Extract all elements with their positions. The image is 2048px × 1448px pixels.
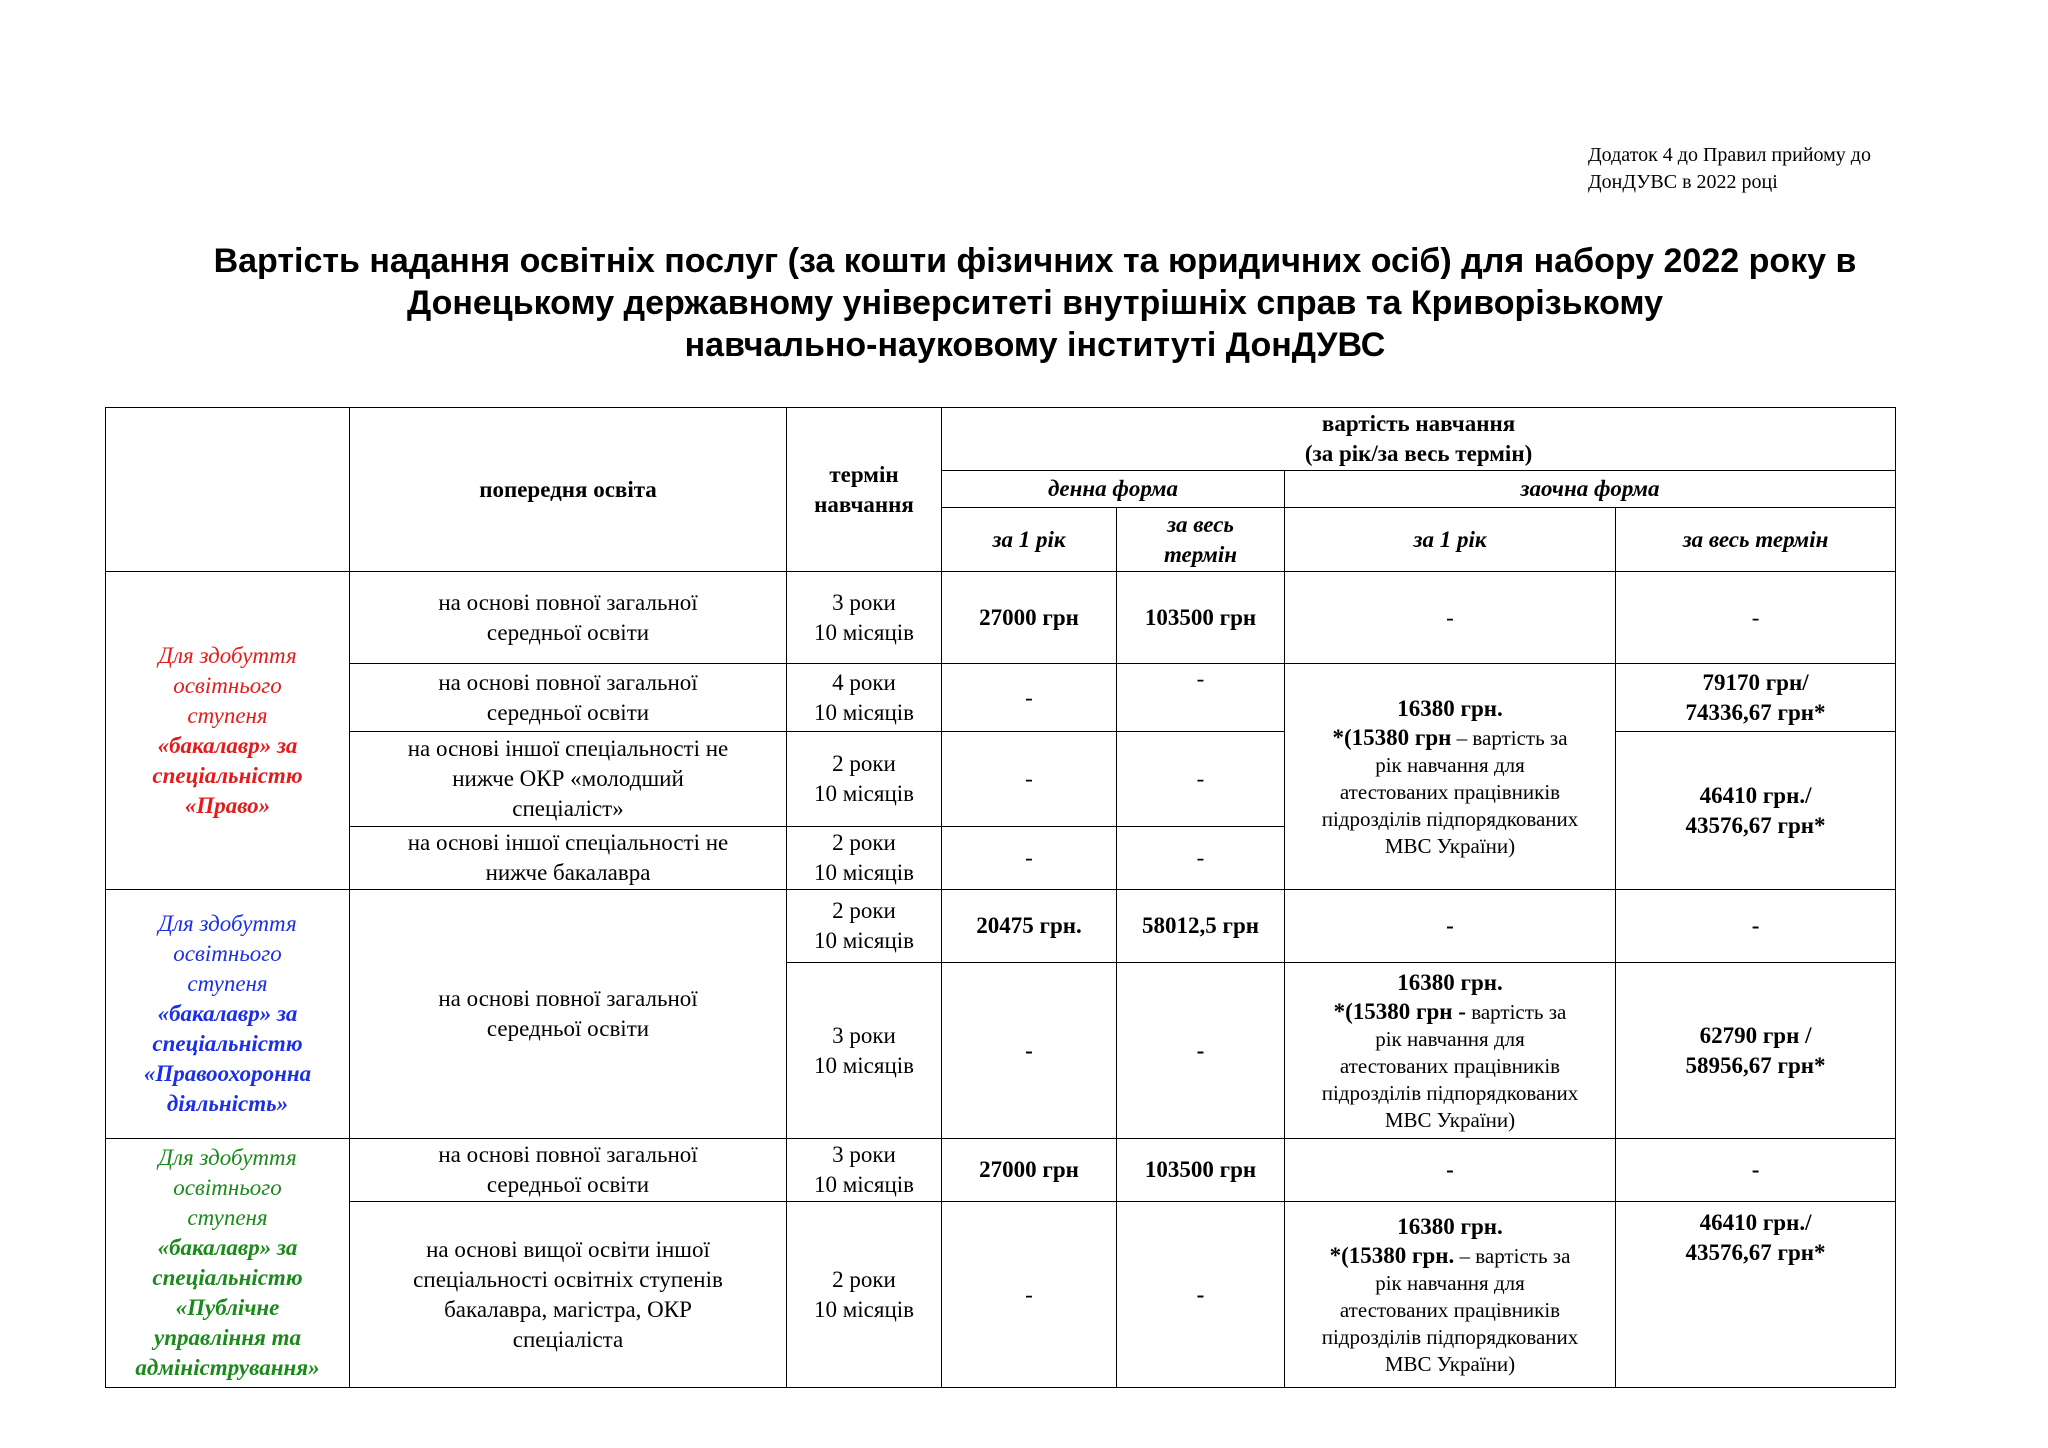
- day-total-cell: 103500 грн: [1117, 572, 1285, 664]
- group-label-line: ступеня: [187, 1205, 268, 1230]
- cell-line: на основі повної загальної: [438, 986, 698, 1011]
- header-term-line-2: навчання: [814, 491, 914, 517]
- table-row: [106, 664, 1896, 732]
- day-year-cell: -: [942, 664, 1117, 732]
- term-cell: [787, 1139, 942, 1202]
- document-title: [120, 240, 1950, 366]
- cell-line: 43576,67 грн*: [1685, 1240, 1826, 1265]
- group-label-line: «бакалавр» за: [157, 1001, 298, 1026]
- group-label-line: «Правоохоронна: [143, 1061, 312, 1086]
- ext-total-cell: [1616, 732, 1896, 890]
- cell-line: 10 місяців: [813, 699, 915, 725]
- prev-education-cell: [350, 890, 787, 1139]
- cell-line: бакалавра, магістра, ОКР: [444, 1296, 692, 1322]
- group-label-line: освітнього: [173, 672, 282, 698]
- cell-line: рік навчання для: [1375, 752, 1525, 777]
- cell-line: підрозділів підпорядкованих: [1321, 1080, 1579, 1105]
- group-label-line: спеціальністю: [152, 762, 303, 788]
- cell-fragment: вартість за: [1465, 999, 1567, 1024]
- day-total-cell: 103500 грн: [1117, 1139, 1285, 1202]
- prev-education-cell: [350, 664, 787, 732]
- ext-total-cell: [1616, 963, 1896, 1139]
- cell-line: нижче бакалавра: [485, 860, 651, 885]
- cell-line: 3 роки: [832, 1022, 896, 1048]
- day-year-cell: -: [942, 732, 1117, 827]
- cell-line: 10 місяців: [813, 928, 915, 953]
- cell-line: 10 місяців: [813, 781, 915, 806]
- day-year-cell: -: [942, 1202, 1117, 1388]
- ext-year-cell: -: [1285, 890, 1616, 963]
- cell-line: на основі іншої спеціальності не: [407, 736, 729, 761]
- header-empty-cell: [106, 408, 350, 572]
- cell-line: нижче ОКР «молодший: [452, 766, 684, 791]
- day-total-cell: 58012,5 грн: [1117, 890, 1285, 963]
- group-label-line: адміністрування»: [135, 1355, 320, 1380]
- group-label-line: Для здобуття: [158, 1145, 297, 1170]
- prev-education-cell: [350, 572, 787, 664]
- header-day-form: денна форма: [942, 471, 1285, 508]
- group-label-line: освітнього: [173, 1175, 282, 1200]
- group-public-admin-label: [106, 1139, 350, 1388]
- group-label-line: діяльність»: [166, 1091, 289, 1116]
- annex-line-1: Додаток 4 до Правил прийому до: [1588, 144, 1871, 166]
- ext-year-cell: -: [1285, 1139, 1616, 1202]
- group-label-line: спеціальністю: [152, 1031, 303, 1056]
- prev-education-cell: [350, 1202, 787, 1388]
- prev-education-cell: [350, 1139, 787, 1202]
- cell-line: на основі повної загальної: [438, 1142, 698, 1167]
- group-law-enforcement-label: [106, 890, 350, 1139]
- ext-total-cell: -: [1616, 572, 1896, 664]
- cell-line: атестованих працівників: [1339, 779, 1561, 804]
- cell-line: МВС України): [1384, 1351, 1516, 1376]
- day-total-cell: -: [1117, 732, 1285, 827]
- cell-line: середньої освіти: [486, 699, 650, 725]
- cell-line: рік навчання для: [1375, 1270, 1525, 1295]
- prev-education-cell: [350, 827, 787, 890]
- cell-line: підрозділів підпорядкованих: [1321, 1324, 1579, 1349]
- header-prev-education: попередня освіта: [350, 408, 787, 572]
- group-label-line: управління та: [154, 1325, 301, 1350]
- group-label-line: «Публічне: [175, 1295, 280, 1320]
- cell-line: 3 роки: [832, 589, 896, 615]
- group-label-line: ступеня: [187, 971, 268, 996]
- term-cell: [787, 1202, 942, 1388]
- cell-line: 16380 грн.: [1397, 695, 1503, 721]
- cell-line: 10 місяців: [813, 1052, 915, 1078]
- table-row: [106, 1202, 1896, 1388]
- cell-fragment: *(15380 грн.: [1329, 1242, 1455, 1268]
- cell-line: 74336,67 грн*: [1685, 699, 1826, 725]
- title-line-3: навчально-науковому інституті ДонДУВС: [684, 326, 1386, 364]
- term-cell: [787, 827, 942, 890]
- cell-line: МВС України): [1384, 1107, 1516, 1132]
- header-ext-per-year: за 1 рік: [1285, 508, 1616, 572]
- cell-line: 79170 грн/: [1702, 669, 1809, 695]
- cell-line: 10 місяців: [813, 1296, 915, 1322]
- cell-line: підрозділів підпорядкованих: [1321, 806, 1579, 831]
- cell-fragment: – вартість за: [1454, 1243, 1571, 1268]
- group-label-line: освітнього: [173, 941, 282, 966]
- header-term: [787, 408, 942, 572]
- table-row: [106, 890, 1896, 963]
- prev-education-cell: [350, 732, 787, 827]
- cell-line: атестованих працівників: [1339, 1053, 1561, 1078]
- cell-line: 10 місяців: [813, 860, 915, 885]
- cell-line: рік навчання для: [1375, 1026, 1525, 1051]
- cell-line: 4 роки: [832, 669, 896, 695]
- term-cell: [787, 732, 942, 827]
- cell-line: [1291, 998, 1609, 1026]
- cell-line: середньої освіти: [486, 1016, 650, 1041]
- ext-year-cell: [1285, 963, 1616, 1139]
- ext-total-cell: -: [1616, 1139, 1896, 1202]
- day-year-cell: 20475 грн.: [942, 890, 1117, 963]
- group-label-line: ступеня: [187, 702, 268, 728]
- title-line-1: Вартість надання освітніх послуг (за кошти фізичних та юридичних осіб) для набору 2022 року в: [213, 242, 1857, 280]
- day-year-cell: -: [942, 827, 1117, 890]
- day-year-cell: 27000 грн: [942, 572, 1117, 664]
- cell-line: 46410 грн./: [1699, 782, 1812, 808]
- term-cell: [787, 890, 942, 963]
- group-label-line: спеціальністю: [152, 1265, 303, 1290]
- ext-total-cell: [1616, 664, 1896, 732]
- group-law-label: [106, 572, 350, 890]
- annex-note: [1588, 142, 1974, 196]
- ext-total-cell: -: [1616, 890, 1896, 963]
- cell-line: на основі повної загальної: [438, 589, 698, 615]
- cell-line: 58956,67 грн*: [1685, 1052, 1826, 1078]
- day-total-cell: -: [1117, 664, 1285, 732]
- term-cell: [787, 664, 942, 732]
- cell-line: 2 роки: [832, 898, 896, 923]
- cell-fragment: *(15380 грн -: [1333, 998, 1466, 1024]
- cell-line: середньої освіти: [486, 1172, 650, 1197]
- ext-year-cell: -: [1285, 572, 1616, 664]
- header-cost-line-1: вартість навчання: [1321, 411, 1516, 436]
- header-cost: [942, 408, 1896, 471]
- header-row-1: [106, 408, 1896, 471]
- title-line-2: Донецькому державному університеті внутрішніх справ та Криворізькому: [406, 284, 1664, 322]
- cell-line: атестованих працівників: [1339, 1297, 1561, 1322]
- day-total-cell: -: [1117, 963, 1285, 1139]
- cell-line: 2 роки: [832, 1266, 896, 1292]
- group-label-line: «бакалавр» за: [157, 732, 298, 758]
- cell-line: [1291, 1242, 1609, 1270]
- group-label-line: «Право»: [184, 792, 271, 818]
- header-term-line-1: термін: [829, 461, 899, 487]
- cell-fragment: *(15380 грн: [1332, 724, 1452, 750]
- cell-line: 2 роки: [832, 751, 896, 776]
- day-year-cell: -: [942, 963, 1117, 1139]
- table-row: [106, 1139, 1896, 1202]
- group-label-line: Для здобуття: [158, 642, 297, 668]
- cell-line: на основі вищої освіти іншої: [426, 1236, 710, 1262]
- header-cost-line-2: (за рік/за весь термін): [1304, 441, 1533, 466]
- header-day-per-year: за 1 рік: [942, 508, 1117, 572]
- header-ext-whole-term: за весь термін: [1616, 508, 1896, 572]
- cell-line: 3 роки: [832, 1142, 896, 1167]
- cell-line: 10 місяців: [813, 1172, 915, 1197]
- term-cell: [787, 572, 942, 664]
- day-total-cell: -: [1117, 827, 1285, 890]
- header-day-whole-term: [1117, 508, 1285, 572]
- cell-line: на основі іншої спеціальності не: [407, 830, 729, 855]
- cell-line: 43576,67 грн*: [1685, 812, 1826, 838]
- cell-line: на основі повної загальної: [438, 669, 698, 695]
- cell-line: МВС України): [1384, 833, 1516, 858]
- header-whole-line-2: термін: [1163, 541, 1238, 567]
- ext-year-law-cell: [1285, 664, 1616, 890]
- header-extramural-form: заочна форма: [1285, 471, 1896, 508]
- cell-line: 10 місяців: [813, 619, 915, 645]
- table-row: [106, 572, 1896, 664]
- header-whole-line-1: за весь: [1167, 511, 1234, 537]
- cell-line: спеціаліст»: [512, 796, 624, 821]
- term-cell: [787, 963, 942, 1139]
- annex-line-2: ДонДУВС в 2022 році: [1588, 171, 1778, 193]
- cell-line: 16380 грн.: [1397, 1213, 1503, 1239]
- cell-line: [1291, 724, 1609, 752]
- cell-line: 62790 грн /: [1699, 1022, 1812, 1048]
- tuition-fees-table: [105, 407, 1896, 1388]
- group-label-line: Для здобуття: [158, 911, 297, 936]
- cell-line: спеціальності освітніх ступенів: [413, 1266, 723, 1292]
- group-label-line: «бакалавр» за: [157, 1235, 298, 1260]
- cell-line: спеціаліста: [512, 1326, 624, 1352]
- table-row: [106, 732, 1896, 827]
- cell-line: 2 роки: [832, 830, 896, 855]
- ext-total-cell: [1616, 1202, 1896, 1388]
- cell-line: 46410 грн./: [1699, 1210, 1812, 1235]
- day-total-cell: -: [1117, 1202, 1285, 1388]
- day-year-cell: 27000 грн: [942, 1139, 1117, 1202]
- cell-line: 16380 грн.: [1397, 969, 1503, 995]
- cell-line: середньої освіти: [486, 619, 650, 645]
- ext-year-cell: [1285, 1202, 1616, 1388]
- cell-fragment: – вартість за: [1451, 725, 1568, 750]
